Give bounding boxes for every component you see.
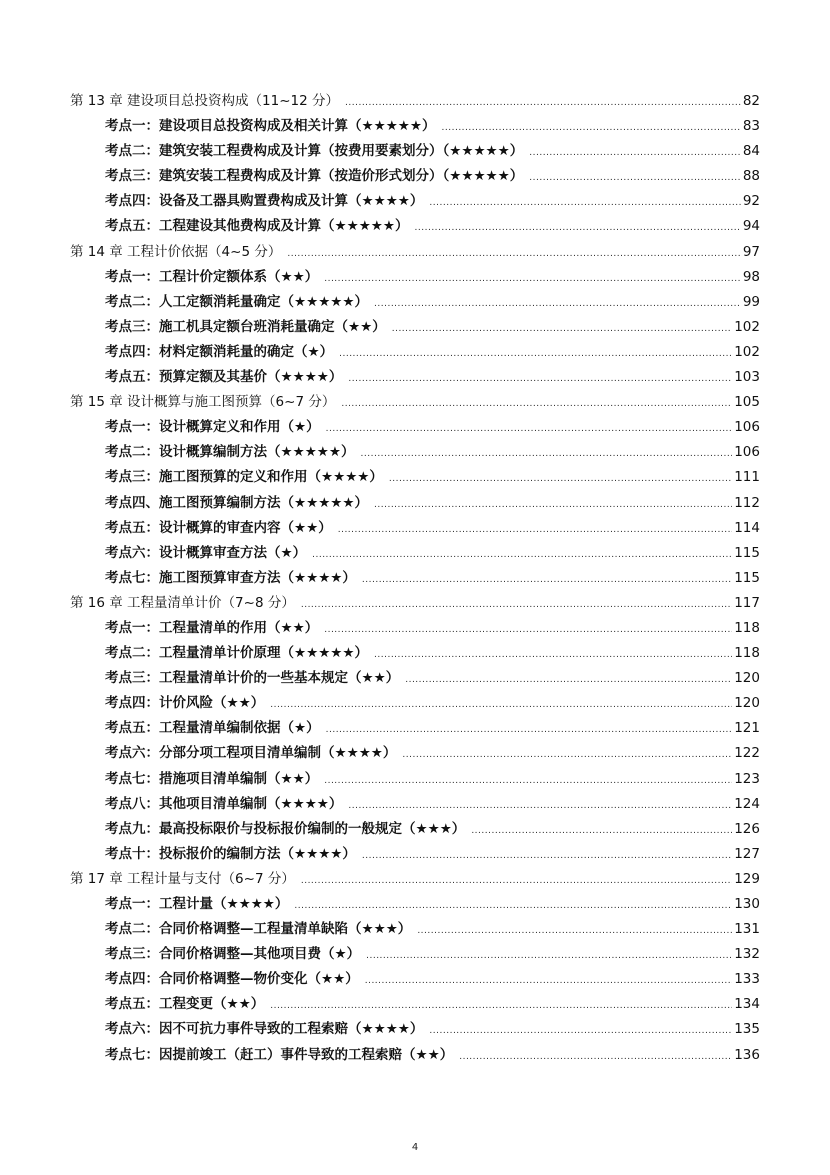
toc-entry-title: 考点三：合同价格调整—其他项目费（★） <box>105 946 361 963</box>
dot-leader <box>471 819 732 844</box>
toc-entry-page-number: 118 <box>734 645 760 662</box>
table-of-contents <box>70 89 760 1068</box>
toc-entry-title: 考点七：措施项目清单编制（★★） <box>105 770 319 787</box>
toc-entry-page-number: 115 <box>734 569 760 586</box>
toc-point-entry[interactable] <box>70 917 760 942</box>
toc-point-entry[interactable] <box>70 767 760 792</box>
toc-entry-title: 考点二：工程量清单计价原理（★★★★★） <box>105 645 369 662</box>
toc-point-entry[interactable] <box>70 892 760 917</box>
toc-point-entry[interactable] <box>70 139 760 164</box>
toc-entry-title: 考点八：其他项目清单编制（★★★★） <box>105 795 343 812</box>
dot-leader <box>301 593 732 618</box>
toc-entry-page-number: 129 <box>734 870 760 887</box>
toc-entry-page-number: 131 <box>734 921 760 938</box>
toc-entry-page-number: 122 <box>734 745 760 762</box>
toc-entry-page-number: 103 <box>734 369 760 386</box>
toc-entry-page-number: 135 <box>734 1021 760 1038</box>
toc-entry-title: 第 17 章 工程计量与支付（6~7 分） <box>70 870 295 887</box>
toc-entry-title: 考点四：材料定额消耗量的确定（★） <box>105 343 334 360</box>
toc-point-entry[interactable] <box>70 942 760 967</box>
dot-leader <box>389 467 732 492</box>
toc-entry-page-number: 115 <box>734 544 760 561</box>
toc-entry-page-number: 120 <box>734 670 760 687</box>
toc-point-entry[interactable] <box>70 516 760 541</box>
toc-entry-title: 考点七：因提前竣工（赶工）事件导致的工程索赔（★★） <box>105 1046 454 1063</box>
toc-point-entry[interactable] <box>70 992 760 1017</box>
toc-entry-page-number: 120 <box>734 695 760 712</box>
toc-entry-page-number: 117 <box>734 594 760 611</box>
toc-point-entry[interactable] <box>70 415 760 440</box>
dot-leader <box>362 568 732 593</box>
toc-point-entry[interactable] <box>70 189 760 214</box>
toc-point-entry[interactable] <box>70 641 760 666</box>
toc-entry-page-number: 123 <box>734 770 760 787</box>
toc-point-entry[interactable] <box>70 817 760 842</box>
toc-entry-title: 第 14 章 工程计价依据（4~5 分） <box>70 243 282 260</box>
dot-leader <box>338 518 733 543</box>
toc-entry-title: 考点七：施工图预算审查方法（★★★★） <box>105 569 356 586</box>
toc-point-entry[interactable] <box>70 666 760 691</box>
toc-entry-title: 考点六：设计概算审查方法（★） <box>105 544 307 561</box>
dot-leader <box>442 116 741 141</box>
toc-entry-page-number: 118 <box>734 619 760 636</box>
toc-point-entry[interactable] <box>70 1043 760 1068</box>
toc-entry-page-number: 102 <box>734 318 760 335</box>
dot-leader <box>270 994 732 1019</box>
toc-entry-title: 考点四：合同价格调整—物价变化（★★） <box>105 971 359 988</box>
toc-entry-title: 考点四：计价风险（★★） <box>105 695 265 712</box>
toc-point-entry[interactable] <box>70 967 760 992</box>
toc-entry-title: 考点二：人工定额消耗量确定（★★★★★） <box>105 293 369 310</box>
toc-entry-title: 考点三：施工机具定额台班消耗量确定（★★） <box>105 318 386 335</box>
toc-entry-page-number: 114 <box>734 519 760 536</box>
toc-entry-title: 考点二：建筑安装工程费构成及计算（按费用要素划分）（★★★★★） <box>105 143 524 160</box>
dot-leader <box>459 1045 732 1070</box>
toc-entry-title: 考点三：工程量清单计价的一些基本规定（★★） <box>105 670 400 687</box>
toc-entry-page-number: 134 <box>734 996 760 1013</box>
toc-chapter-entry[interactable] <box>70 591 760 616</box>
toc-point-entry[interactable] <box>70 842 760 867</box>
toc-point-entry[interactable] <box>70 792 760 817</box>
dot-leader <box>324 769 732 794</box>
toc-entry-title: 考点五：预算定额及其基价（★★★★） <box>105 369 343 386</box>
toc-entry-page-number: 102 <box>734 343 760 360</box>
dot-leader <box>301 869 732 894</box>
dot-leader <box>417 919 732 944</box>
dot-leader <box>365 969 733 994</box>
dot-leader <box>374 493 732 518</box>
toc-entry-page-number: 105 <box>734 394 760 411</box>
toc-entry-page-number: 133 <box>734 971 760 988</box>
toc-point-entry[interactable] <box>70 365 760 390</box>
toc-point-entry[interactable] <box>70 541 760 566</box>
toc-entry-title: 考点六：分部分项工程项目清单编制（★★★★） <box>105 745 397 762</box>
toc-entry-page-number: 121 <box>734 720 760 737</box>
toc-point-entry[interactable] <box>70 566 760 591</box>
dot-leader <box>529 166 741 191</box>
toc-entry-page-number: 106 <box>734 444 760 461</box>
toc-chapter-entry[interactable] <box>70 89 760 114</box>
toc-point-entry[interactable] <box>70 616 760 641</box>
toc-entry-page-number: 136 <box>734 1046 760 1063</box>
toc-entry-title: 第 13 章 建设项目总投资构成（11~12 分） <box>70 93 340 109</box>
dot-leader <box>429 191 740 216</box>
toc-entry-page-number: 83 <box>742 118 760 135</box>
dot-leader <box>348 367 732 392</box>
dot-leader <box>324 618 732 643</box>
toc-entry-title: 考点一：工程计价定额体系（★★） <box>105 268 319 285</box>
dot-leader <box>415 216 741 241</box>
toc-entry-title: 考点四、施工图预算编制方法（★★★★★） <box>105 494 369 511</box>
toc-point-entry[interactable] <box>70 691 760 716</box>
toc-point-entry[interactable] <box>70 265 760 290</box>
dot-leader <box>324 267 741 292</box>
dot-leader <box>287 242 740 267</box>
dot-leader <box>361 442 733 467</box>
toc-entry-page-number: 111 <box>734 469 760 486</box>
page-number: 4 <box>411 1142 419 1153</box>
toc-entry-page-number: 132 <box>734 946 760 963</box>
dot-leader <box>326 718 733 743</box>
toc-entry-page-number: 92 <box>742 193 760 210</box>
dot-leader <box>402 743 732 768</box>
toc-point-entry[interactable] <box>70 214 760 239</box>
toc-entry-title: 考点一：工程量清单的作用（★★） <box>105 619 319 636</box>
toc-point-entry[interactable] <box>70 1017 760 1042</box>
toc-entry-title: 考点五：工程量清单编制依据（★） <box>105 720 320 737</box>
toc-entry-title: 第 15 章 设计概算与施工图预算（6~7 分） <box>70 394 336 411</box>
toc-entry-title: 考点五：工程建设其他费构成及计算（★★★★★） <box>105 218 409 235</box>
toc-chapter-entry[interactable] <box>70 867 760 892</box>
dot-leader <box>374 292 741 317</box>
dot-leader <box>312 543 732 568</box>
dot-leader <box>366 944 732 969</box>
dot-leader <box>374 643 732 668</box>
toc-entry-page-number: 98 <box>742 268 760 285</box>
toc-entry-title: 考点九：最高投标限价与投标报价编制的一般规定（★★★） <box>105 820 466 837</box>
toc-entry-page-number: 126 <box>734 820 760 837</box>
toc-entry-title: 考点六：因不可抗力事件导致的工程索赔（★★★★） <box>105 1021 424 1038</box>
toc-entry-title: 考点五：设计概算的审查内容（★★） <box>105 519 332 536</box>
dot-leader <box>270 693 732 718</box>
toc-point-entry[interactable] <box>70 741 760 766</box>
toc-entry-page-number: 127 <box>734 845 760 862</box>
toc-chapter-entry[interactable] <box>70 390 760 415</box>
toc-point-entry[interactable] <box>70 440 760 465</box>
toc-entry-page-number: 97 <box>742 243 760 260</box>
dot-leader <box>529 141 741 166</box>
toc-entry-page-number: 88 <box>742 168 760 185</box>
toc-entry-title: 考点一：工程计量（★★★★） <box>105 896 289 912</box>
toc-point-entry[interactable] <box>70 465 760 490</box>
toc-entry-title: 考点五：工程变更（★★） <box>105 996 265 1013</box>
toc-point-entry[interactable] <box>70 315 760 340</box>
toc-entry-title: 考点二：合同价格调整—工程量清单缺陷（★★★） <box>105 921 412 938</box>
dot-leader <box>339 342 732 367</box>
toc-entry-page-number: 99 <box>742 293 760 310</box>
toc-entry-page-number: 130 <box>734 896 760 912</box>
toc-entry-title: 考点一：建设项目总投资构成及相关计算（★★★★★） <box>105 118 436 135</box>
dot-leader <box>405 668 732 693</box>
toc-entry-title: 考点十：投标报价的编制方法（★★★★） <box>105 845 356 862</box>
toc-point-entry[interactable] <box>70 114 760 139</box>
toc-point-entry[interactable] <box>70 491 760 516</box>
toc-entry-page-number: 106 <box>734 419 760 436</box>
toc-entry-title: 考点三：施工图预算的定义和作用（★★★★） <box>105 469 383 486</box>
toc-entry-title: 考点四：设备及工器具购置费构成及计算（★★★★） <box>105 193 424 210</box>
dot-leader <box>392 317 733 342</box>
dot-leader <box>345 91 741 116</box>
dot-leader <box>429 1019 732 1044</box>
dot-leader <box>294 894 732 919</box>
toc-entry-title: 考点三：建筑安装工程费构成及计算（按造价形式划分）（★★★★★） <box>105 168 524 185</box>
toc-entry-title: 第 16 章 工程量清单计价（7~8 分） <box>70 594 295 611</box>
dot-leader <box>341 392 732 417</box>
dot-leader <box>348 794 732 819</box>
toc-entry-page-number: 94 <box>742 218 760 235</box>
toc-point-entry[interactable] <box>70 340 760 365</box>
toc-entry-page-number: 124 <box>734 795 760 812</box>
toc-point-entry[interactable] <box>70 716 760 741</box>
toc-chapter-entry[interactable] <box>70 240 760 265</box>
dot-leader <box>326 417 733 442</box>
toc-entry-title: 考点二：设计概算编制方法（★★★★★） <box>105 444 355 461</box>
dot-leader <box>362 844 732 869</box>
toc-entry-page-number: 84 <box>742 143 760 160</box>
toc-entry-title: 考点一：设计概算定义和作用（★） <box>105 419 320 436</box>
toc-entry-page-number: 112 <box>734 494 760 511</box>
toc-point-entry[interactable] <box>70 290 760 315</box>
toc-point-entry[interactable] <box>70 164 760 189</box>
toc-entry-page-number: 82 <box>742 93 760 109</box>
